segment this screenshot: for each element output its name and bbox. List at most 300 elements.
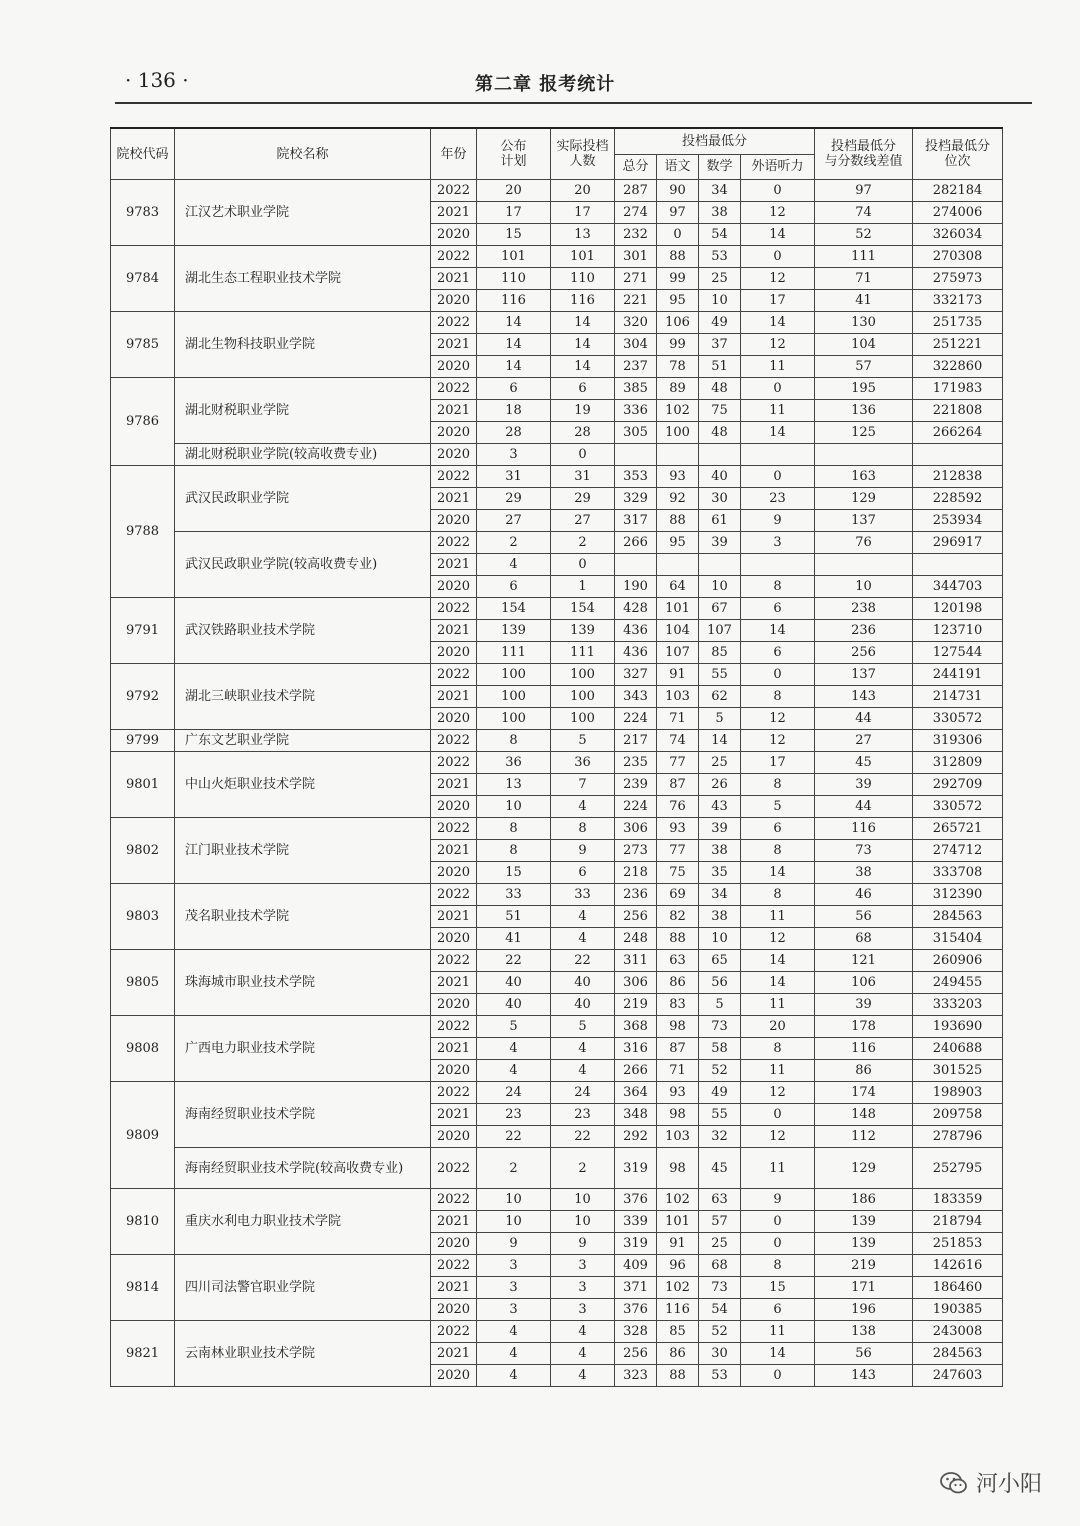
cell-rank: 252795 <box>913 1148 1003 1189</box>
cell-diff: 68 <box>815 928 913 950</box>
cell-plan: 4 <box>477 554 551 576</box>
cell-actual: 14 <box>551 334 615 356</box>
cell-foreign: 12 <box>741 1126 815 1148</box>
school-name: 海南经贸职业技术学院 <box>175 1082 431 1148</box>
cell-total: 409 <box>615 1255 657 1277</box>
cell-actual: 13 <box>551 224 615 246</box>
cell-plan: 139 <box>477 620 551 642</box>
cell-math: 61 <box>699 510 741 532</box>
cell-year: 2022 <box>431 664 477 686</box>
cell-chinese: 64 <box>657 576 699 598</box>
cell-total: 256 <box>615 1343 657 1365</box>
cell-chinese: 77 <box>657 752 699 774</box>
cell-chinese: 93 <box>657 818 699 840</box>
cell-total: 339 <box>615 1211 657 1233</box>
table-row <box>111 818 1003 840</box>
cell-rank: 278796 <box>913 1126 1003 1148</box>
cell-diff: 44 <box>815 796 913 818</box>
cell-diff: 121 <box>815 950 913 972</box>
cell-chinese: 71 <box>657 708 699 730</box>
cell-total: 236 <box>615 884 657 906</box>
cell-actual: 4 <box>551 928 615 950</box>
cell-diff: 143 <box>815 686 913 708</box>
cell-chinese: 87 <box>657 1038 699 1060</box>
account-name: 河小阳 <box>975 1472 1042 1497</box>
cell-diff: 46 <box>815 884 913 906</box>
cell-plan: 15 <box>477 862 551 884</box>
cell-rank: 284563 <box>913 1343 1003 1365</box>
cell-actual: 24 <box>551 1082 615 1104</box>
cell-total: 306 <box>615 972 657 994</box>
cell-math: 75 <box>699 400 741 422</box>
cell-math: 14 <box>699 730 741 752</box>
cell-total: 306 <box>615 818 657 840</box>
school-code: 9791 <box>111 598 175 664</box>
cell-year: 2022 <box>431 1189 477 1211</box>
cell-diff: 44 <box>815 708 913 730</box>
cell-total <box>615 444 657 466</box>
school-code: 9786 <box>111 378 175 466</box>
cell-actual: 3 <box>551 1299 615 1321</box>
cell-year: 2022 <box>431 1082 477 1104</box>
cell-plan: 110 <box>477 268 551 290</box>
table-row <box>111 730 1003 752</box>
cell-foreign: 12 <box>741 202 815 224</box>
cell-rank: 221808 <box>913 400 1003 422</box>
header-total: 总分 <box>615 154 657 179</box>
cell-actual: 9 <box>551 1233 615 1255</box>
cell-math: 5 <box>699 994 741 1016</box>
cell-math: 53 <box>699 246 741 268</box>
cell-diff: 178 <box>815 1016 913 1038</box>
cell-math: 62 <box>699 686 741 708</box>
cell-chinese: 86 <box>657 972 699 994</box>
cell-diff: 196 <box>815 1299 913 1321</box>
cell-total: 329 <box>615 488 657 510</box>
cell-year: 2021 <box>431 774 477 796</box>
table-row <box>111 378 1003 400</box>
school-code: 9801 <box>111 752 175 818</box>
cell-year: 2021 <box>431 620 477 642</box>
cell-diff: 130 <box>815 312 913 334</box>
cell-plan: 8 <box>477 818 551 840</box>
cell-year: 2020 <box>431 224 477 246</box>
cell-actual: 5 <box>551 730 615 752</box>
cell-math: 65 <box>699 950 741 972</box>
cell-chinese: 91 <box>657 664 699 686</box>
cell-year: 2022 <box>431 1321 477 1343</box>
cell-total: 336 <box>615 400 657 422</box>
school-name: 广西电力职业技术学院 <box>175 1016 431 1082</box>
cell-actual: 8 <box>551 818 615 840</box>
cell-chinese: 107 <box>657 642 699 664</box>
cell-year: 2020 <box>431 1365 477 1387</box>
cell-total: 217 <box>615 730 657 752</box>
cell-math: 53 <box>699 1365 741 1387</box>
cell-diff: 125 <box>815 422 913 444</box>
cell-year: 2022 <box>431 312 477 334</box>
cell-diff: 57 <box>815 356 913 378</box>
cell-diff: 236 <box>815 620 913 642</box>
cell-total: 385 <box>615 378 657 400</box>
cell-actual: 19 <box>551 400 615 422</box>
header-actual: 实际投档 人数 <box>551 128 615 180</box>
cell-plan: 40 <box>477 994 551 1016</box>
cell-chinese: 74 <box>657 730 699 752</box>
cell-actual: 40 <box>551 994 615 1016</box>
cell-plan: 3 <box>477 1255 551 1277</box>
cell-total: 266 <box>615 1060 657 1082</box>
header-year: 年份 <box>431 128 477 180</box>
school-name: 武汉铁路职业技术学院 <box>175 598 431 664</box>
cell-rank: 284563 <box>913 906 1003 928</box>
cell-rank: 296917 <box>913 532 1003 554</box>
cell-math: 10 <box>699 928 741 950</box>
cell-total: 319 <box>615 1233 657 1255</box>
cell-foreign: 12 <box>741 928 815 950</box>
cell-rank: 190385 <box>913 1299 1003 1321</box>
cell-year: 2022 <box>431 818 477 840</box>
cell-chinese: 83 <box>657 994 699 1016</box>
cell-rank: 218794 <box>913 1211 1003 1233</box>
cell-year: 2022 <box>431 1148 477 1189</box>
cell-plan: 10 <box>477 796 551 818</box>
school-name: 湖北三峡职业技术学院 <box>175 664 431 730</box>
cell-math: 107 <box>699 620 741 642</box>
cell-rank: 319306 <box>913 730 1003 752</box>
cell-actual: 4 <box>551 1321 615 1343</box>
cell-year: 2020 <box>431 862 477 884</box>
cell-rank: 344703 <box>913 576 1003 598</box>
cell-chinese: 98 <box>657 1104 699 1126</box>
cell-plan: 8 <box>477 840 551 862</box>
cell-year: 2021 <box>431 686 477 708</box>
table-row <box>111 532 1003 554</box>
cell-year: 2022 <box>431 730 477 752</box>
cell-chinese: 104 <box>657 620 699 642</box>
school-code: 9821 <box>111 1321 175 1387</box>
cell-diff: 41 <box>815 290 913 312</box>
cell-math: 39 <box>699 532 741 554</box>
cell-foreign: 14 <box>741 422 815 444</box>
cell-chinese: 92 <box>657 488 699 510</box>
chapter-title: 第二章 报考统计 <box>475 74 616 95</box>
cell-diff: 39 <box>815 994 913 1016</box>
cell-math: 55 <box>699 664 741 686</box>
header-code: 院校代码 <box>111 128 175 180</box>
cell-total: 319 <box>615 1148 657 1189</box>
table-row <box>111 884 1003 906</box>
cell-math: 35 <box>699 862 741 884</box>
cell-foreign: 0 <box>741 1211 815 1233</box>
cell-plan: 100 <box>477 664 551 686</box>
cell-rank: 270308 <box>913 246 1003 268</box>
cell-math: 10 <box>699 576 741 598</box>
cell-year: 2022 <box>431 532 477 554</box>
cell-diff: 171 <box>815 1277 913 1299</box>
cell-year: 2021 <box>431 202 477 224</box>
cell-math: 25 <box>699 1233 741 1255</box>
cell-chinese: 102 <box>657 1277 699 1299</box>
school-code: 9805 <box>111 950 175 1016</box>
cell-math: 40 <box>699 466 741 488</box>
cell-chinese: 89 <box>657 378 699 400</box>
cell-diff: 97 <box>815 180 913 202</box>
cell-math: 10 <box>699 290 741 312</box>
cell-math: 30 <box>699 488 741 510</box>
cell-chinese: 85 <box>657 1321 699 1343</box>
school-name: 茂名职业技术学院 <box>175 884 431 950</box>
cell-math: 5 <box>699 708 741 730</box>
cell-plan: 3 <box>477 444 551 466</box>
cell-chinese: 95 <box>657 290 699 312</box>
cell-total: 436 <box>615 642 657 664</box>
school-code: 9788 <box>111 466 175 598</box>
cell-math: 54 <box>699 1299 741 1321</box>
cell-actual: 6 <box>551 378 615 400</box>
table-row <box>111 664 1003 686</box>
cell-foreign: 17 <box>741 752 815 774</box>
cell-chinese: 88 <box>657 246 699 268</box>
cell-plan: 116 <box>477 290 551 312</box>
cell-rank: 127544 <box>913 642 1003 664</box>
cell-foreign: 12 <box>741 1082 815 1104</box>
cell-total: 376 <box>615 1299 657 1321</box>
cell-chinese: 96 <box>657 1255 699 1277</box>
cell-plan: 14 <box>477 334 551 356</box>
cell-year: 2021 <box>431 268 477 290</box>
cell-rank: 274712 <box>913 840 1003 862</box>
cell-actual: 139 <box>551 620 615 642</box>
cell-math: 25 <box>699 752 741 774</box>
school-name: 江门职业技术学院 <box>175 818 431 884</box>
cell-diff: 116 <box>815 1038 913 1060</box>
cell-rank: 330572 <box>913 796 1003 818</box>
cell-math: 58 <box>699 1038 741 1060</box>
cell-total: 348 <box>615 1104 657 1126</box>
cell-plan: 8 <box>477 730 551 752</box>
school-code: 9809 <box>111 1082 175 1189</box>
cell-actual: 22 <box>551 950 615 972</box>
cell-actual: 22 <box>551 1126 615 1148</box>
cell-total: 221 <box>615 290 657 312</box>
cell-rank: 292709 <box>913 774 1003 796</box>
cell-total: 273 <box>615 840 657 862</box>
cell-chinese: 103 <box>657 1126 699 1148</box>
cell-rank <box>913 444 1003 466</box>
cell-math: 45 <box>699 1148 741 1189</box>
cell-chinese: 76 <box>657 796 699 818</box>
cell-chinese: 98 <box>657 1148 699 1189</box>
cell-math: 34 <box>699 180 741 202</box>
cell-diff: 104 <box>815 334 913 356</box>
school-code: 9808 <box>111 1016 175 1082</box>
cell-chinese: 93 <box>657 466 699 488</box>
cell-plan: 18 <box>477 400 551 422</box>
cell-foreign: 0 <box>741 664 815 686</box>
cell-diff: 139 <box>815 1211 913 1233</box>
cell-foreign <box>741 554 815 576</box>
cell-year: 2021 <box>431 334 477 356</box>
header-foreign: 外语听力 <box>741 154 815 179</box>
cell-year: 2021 <box>431 906 477 928</box>
cell-foreign: 0 <box>741 1104 815 1126</box>
cell-chinese: 0 <box>657 224 699 246</box>
cell-chinese: 93 <box>657 1082 699 1104</box>
table-row <box>111 752 1003 774</box>
cell-total: 232 <box>615 224 657 246</box>
cell-chinese: 101 <box>657 1211 699 1233</box>
cell-plan: 111 <box>477 642 551 664</box>
school-code: 9810 <box>111 1189 175 1255</box>
cell-rank: 240688 <box>913 1038 1003 1060</box>
cell-foreign: 14 <box>741 620 815 642</box>
cell-total: 368 <box>615 1016 657 1038</box>
cell-actual: 4 <box>551 1060 615 1082</box>
cell-rank: 249455 <box>913 972 1003 994</box>
cell-actual: 4 <box>551 1343 615 1365</box>
cell-chinese: 71 <box>657 1060 699 1082</box>
cell-chinese: 116 <box>657 1299 699 1321</box>
cell-total: 436 <box>615 620 657 642</box>
cell-plan: 13 <box>477 774 551 796</box>
school-code: 9803 <box>111 884 175 950</box>
cell-plan: 14 <box>477 356 551 378</box>
cell-total <box>615 554 657 576</box>
cell-plan: 4 <box>477 1060 551 1082</box>
cell-foreign: 11 <box>741 906 815 928</box>
header-rank: 投档最低分 位次 <box>913 128 1003 180</box>
cell-year: 2020 <box>431 422 477 444</box>
cell-plan: 4 <box>477 1365 551 1387</box>
cell-actual: 0 <box>551 554 615 576</box>
cell-diff: 186 <box>815 1189 913 1211</box>
cell-year: 2021 <box>431 972 477 994</box>
cell-rank <box>913 554 1003 576</box>
cell-actual: 6 <box>551 862 615 884</box>
cell-chinese: 99 <box>657 334 699 356</box>
cell-actual: 33 <box>551 884 615 906</box>
cell-diff: 195 <box>815 378 913 400</box>
cell-diff: 56 <box>815 906 913 928</box>
cell-actual: 4 <box>551 1365 615 1387</box>
cell-foreign: 0 <box>741 180 815 202</box>
cell-plan: 5 <box>477 1016 551 1038</box>
cell-year: 2022 <box>431 752 477 774</box>
cell-actual: 154 <box>551 598 615 620</box>
cell-foreign: 8 <box>741 686 815 708</box>
cell-year: 2022 <box>431 950 477 972</box>
cell-chinese: 86 <box>657 1343 699 1365</box>
cell-rank: 301525 <box>913 1060 1003 1082</box>
cell-year: 2021 <box>431 1104 477 1126</box>
cell-diff: 256 <box>815 642 913 664</box>
table-row <box>111 1255 1003 1277</box>
cell-actual: 31 <box>551 466 615 488</box>
cell-year: 2020 <box>431 1299 477 1321</box>
cell-total: 237 <box>615 356 657 378</box>
cell-foreign: 11 <box>741 356 815 378</box>
cell-actual: 1 <box>551 576 615 598</box>
cell-foreign: 8 <box>741 1038 815 1060</box>
cell-chinese: 95 <box>657 532 699 554</box>
cell-rank: 333203 <box>913 994 1003 1016</box>
cell-chinese: 88 <box>657 510 699 532</box>
cell-rank: 186460 <box>913 1277 1003 1299</box>
cell-foreign: 14 <box>741 950 815 972</box>
header-row-1 <box>111 128 1003 154</box>
cell-foreign: 8 <box>741 774 815 796</box>
cell-rank: 330572 <box>913 708 1003 730</box>
cell-math: 68 <box>699 1255 741 1277</box>
cell-year: 2022 <box>431 1016 477 1038</box>
cell-total: 328 <box>615 1321 657 1343</box>
cell-rank: 171983 <box>913 378 1003 400</box>
cell-total: 301 <box>615 246 657 268</box>
cell-actual: 4 <box>551 796 615 818</box>
cell-foreign: 0 <box>741 246 815 268</box>
cell-plan: 41 <box>477 928 551 950</box>
cell-math: 37 <box>699 334 741 356</box>
cell-plan: 23 <box>477 1104 551 1126</box>
cell-diff: 86 <box>815 1060 913 1082</box>
cell-foreign: 11 <box>741 1060 815 1082</box>
cell-math: 51 <box>699 356 741 378</box>
cell-year: 2021 <box>431 1211 477 1233</box>
cell-chinese: 91 <box>657 1233 699 1255</box>
cell-total: 271 <box>615 268 657 290</box>
table-row <box>111 598 1003 620</box>
cell-chinese: 88 <box>657 1365 699 1387</box>
cell-actual: 116 <box>551 290 615 312</box>
cell-diff: 137 <box>815 510 913 532</box>
cell-math: 85 <box>699 642 741 664</box>
cell-total: 327 <box>615 664 657 686</box>
cell-chinese: 87 <box>657 774 699 796</box>
cell-total: 239 <box>615 774 657 796</box>
cell-diff: 38 <box>815 862 913 884</box>
cell-actual: 27 <box>551 510 615 532</box>
cell-foreign: 12 <box>741 334 815 356</box>
cell-plan: 9 <box>477 1233 551 1255</box>
cell-actual: 5 <box>551 1016 615 1038</box>
cell-plan: 20 <box>477 180 551 202</box>
school-name: 湖北财税职业学院 <box>175 378 431 444</box>
cell-chinese: 99 <box>657 268 699 290</box>
cell-rank: 275973 <box>913 268 1003 290</box>
wechat-icon <box>940 1471 968 1495</box>
cell-rank: 253934 <box>913 510 1003 532</box>
cell-plan: 22 <box>477 1126 551 1148</box>
cell-diff: 143 <box>815 1365 913 1387</box>
cell-year: 2022 <box>431 598 477 620</box>
cell-chinese: 77 <box>657 840 699 862</box>
cell-year: 2021 <box>431 1343 477 1365</box>
cell-rank: 183359 <box>913 1189 1003 1211</box>
cell-plan: 10 <box>477 1189 551 1211</box>
cell-chinese: 101 <box>657 598 699 620</box>
cell-plan: 17 <box>477 202 551 224</box>
cell-actual: 101 <box>551 246 615 268</box>
cell-foreign: 6 <box>741 642 815 664</box>
cell-actual: 100 <box>551 664 615 686</box>
cell-math <box>699 554 741 576</box>
cell-plan: 4 <box>477 1321 551 1343</box>
cell-rank: 212838 <box>913 466 1003 488</box>
cell-actual: 4 <box>551 1038 615 1060</box>
cell-plan: 27 <box>477 510 551 532</box>
cell-year: 2020 <box>431 356 477 378</box>
